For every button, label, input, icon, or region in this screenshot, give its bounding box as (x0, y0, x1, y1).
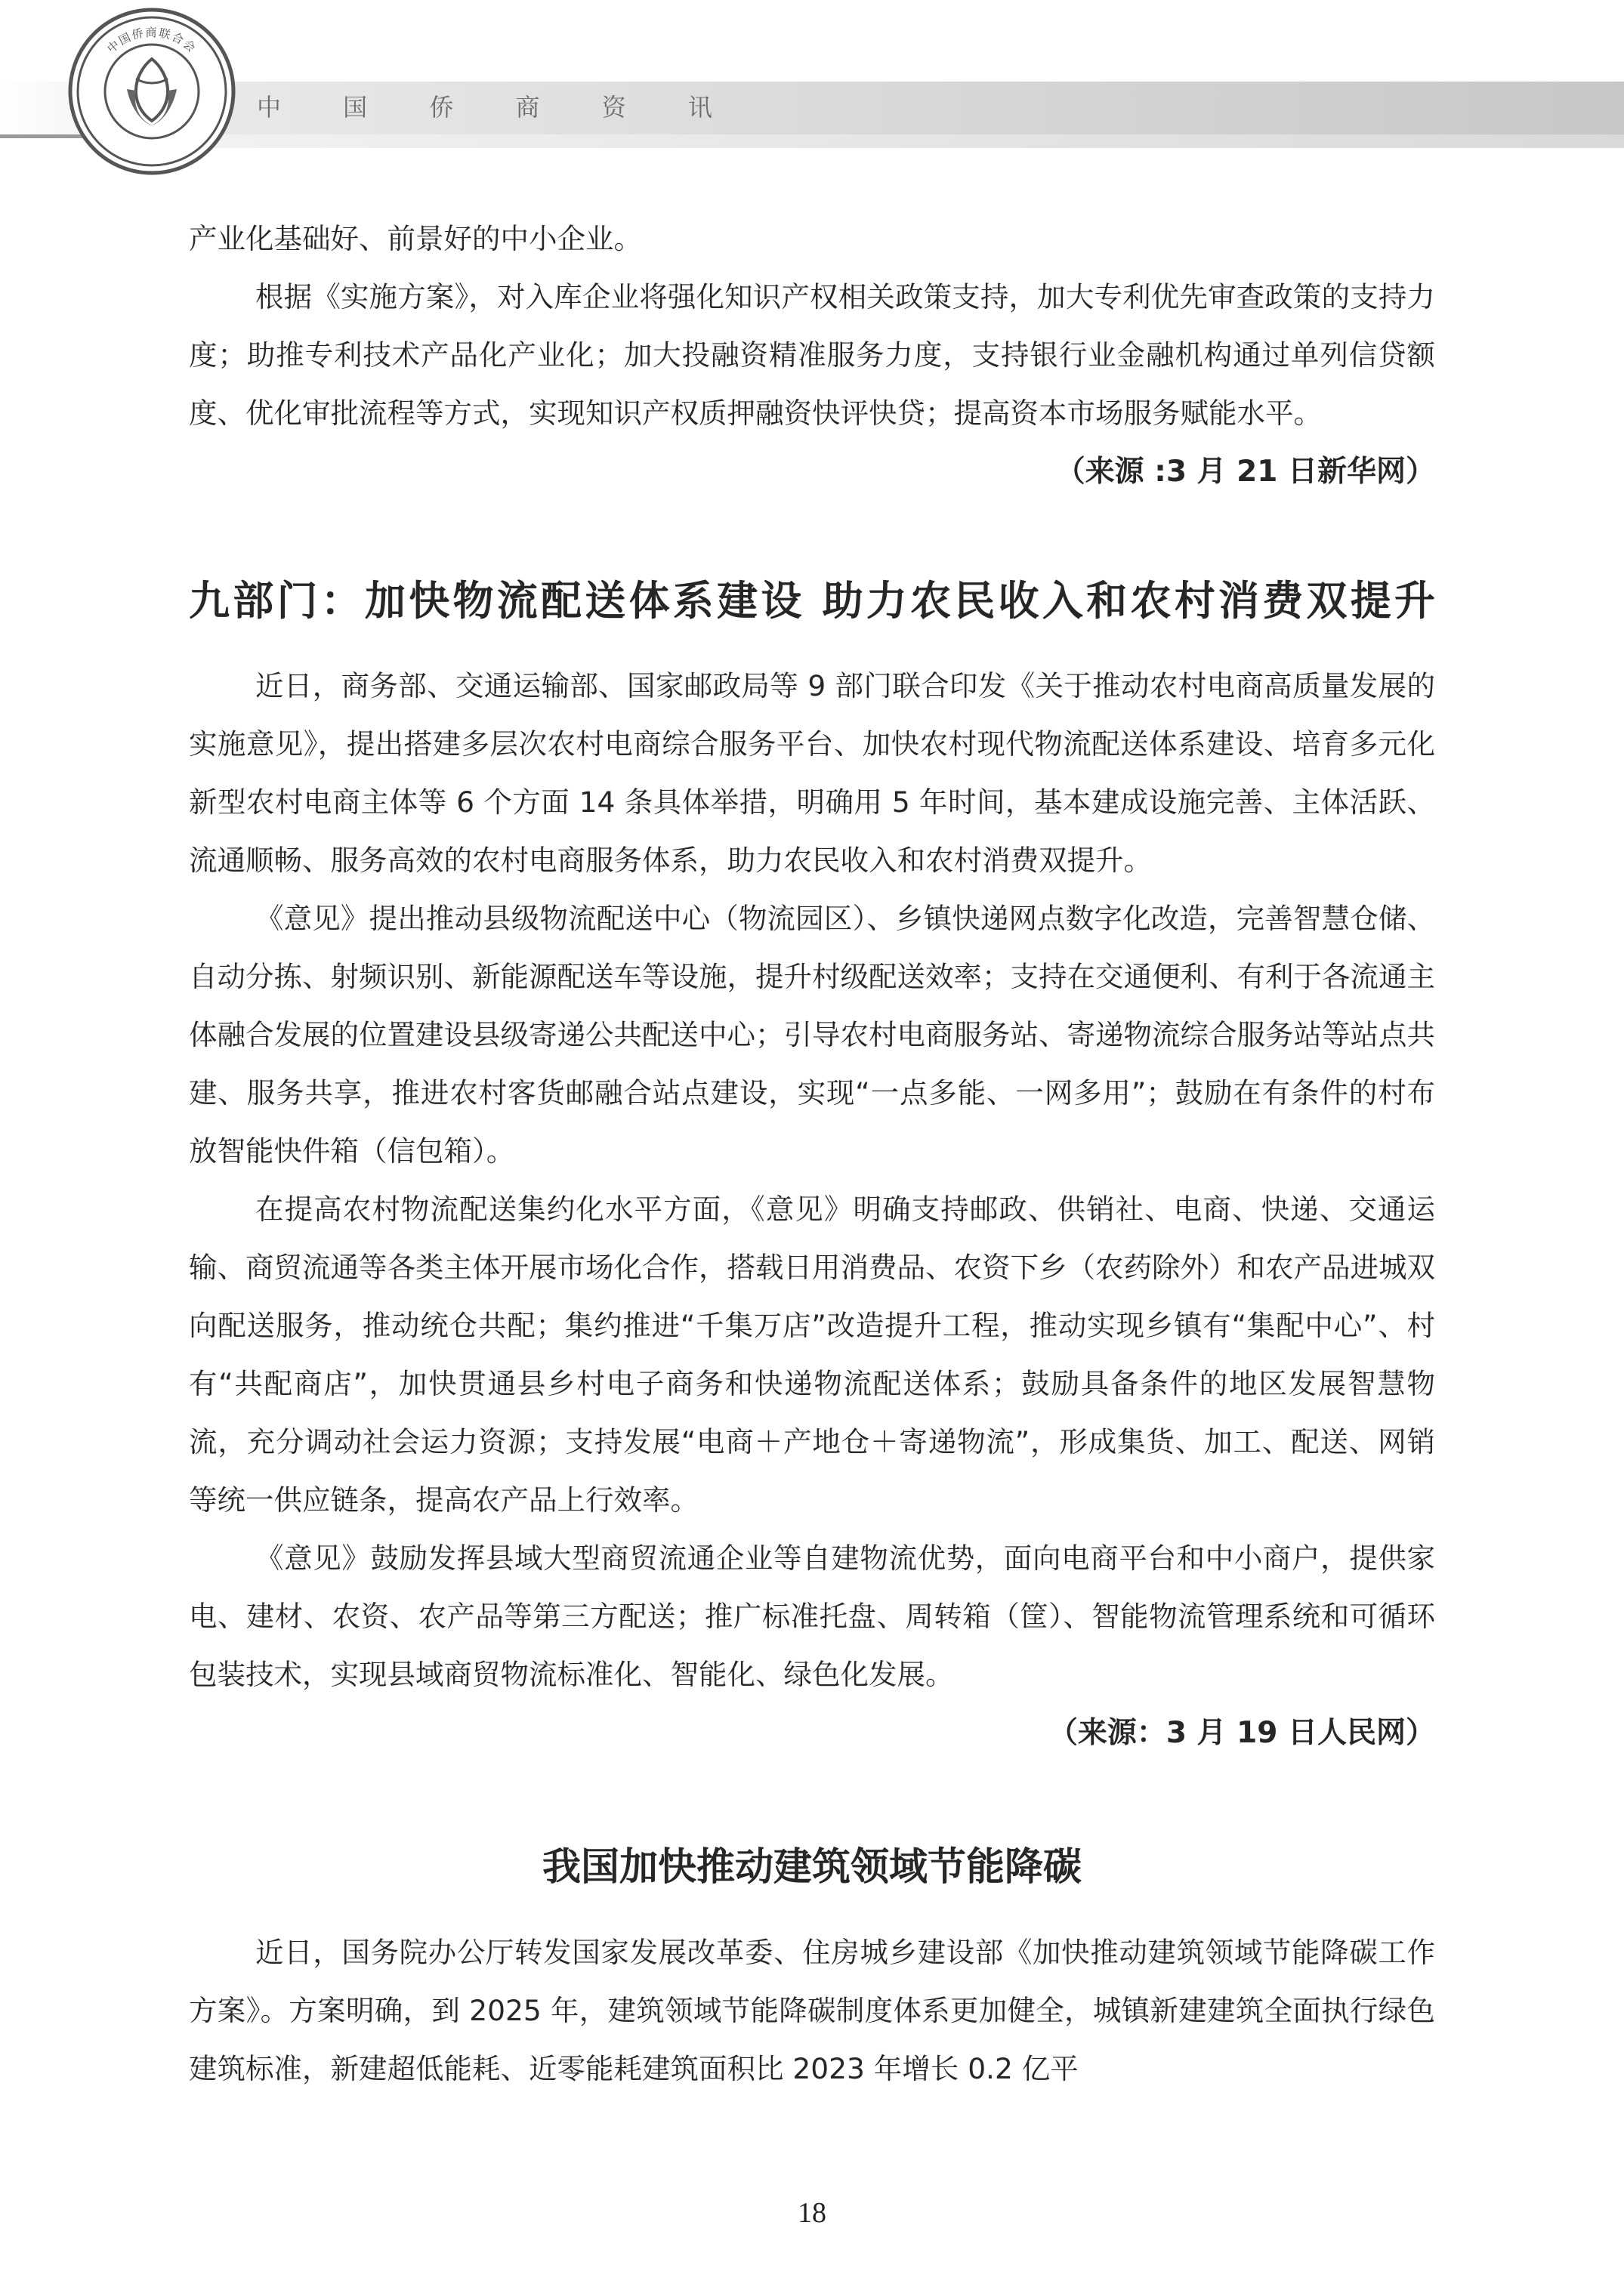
page-content (189, 210, 1435, 2098)
page-number: 18 (798, 2197, 826, 2229)
article2-paragraph-4: 《意见》鼓励发挥县域大型商贸流通企业等自建物流优势，面向电商平台和中小商户，提供家电、建材、农资、农产品等第三方配送；推广标准托盘、周转箱（筐）、智能物流管理系统和可循环包装技术，实现县域商贸物流标准化、智能化、绿色化发展。 (189, 1542, 1435, 1691)
article1-paragraph-1: 产业化基础好、前景好的中小企业。 (189, 222, 642, 255)
article2-paragraph-2: 《意见》提出推动县级物流配送中心（物流园区）、乡镇快递网点数字化改造，完善智慧仓储、自动分拣、射频识别、新能源配送车等设施，提升村级配送效率；支持在交通便利、有利于各流通主体融合发展的位置建设县级寄递公共配送中心；引导农村电商服务站、寄递物流综合服务站等站点共建、服务共享，推进农村客货邮融合站点建设，实现“一点多能、一网多用”；鼓励在有条件的村布放智能快件箱（信包箱）。 (189, 902, 1435, 1168)
article3-paragraph-1: 近日，国务院办公厅转发国家发展改革委、住房城乡建设部《加快推动建筑领域节能降碳工作方案》。方案明确，到 2025 年，建筑领域节能降碳制度体系更加健全，城镇新建建筑全面执行绿色建筑标准，新建超低能耗、近零能耗建筑面积比 2023 年增长 0.2 亿平 (189, 1936, 1435, 2085)
header-title: 中 国 侨 商 资 讯 (257, 93, 739, 122)
article2-paragraph-1: 近日，商务部、交通运输部、国家邮政局等 9 部门联合印发《关于推动农村电商高质量发展的实施意见》，提出搭建多层次农村电商综合服务平台、加快农村现代物流配送体系建设、培育多元化新型农村电商主体等 6 个方面 14 条具体举措，明确用 5 年时间，基本建成设施完善、主体活跃、流通顺畅、服务高效的农村电商服务体系，助力农民收入和农村消费双提升。 (189, 669, 1435, 877)
article2-title: 九部门：加快物流配送体系建设 助力农民收入和农村消费双提升 (189, 577, 1435, 625)
article3-title: 我国加快推动建筑领域节能降碳 (542, 1845, 1082, 1890)
article1-source: （来源 :3 月 21 日新华网） (1055, 455, 1435, 489)
article2-paragraph-3: 在提高农村物流配送集约化水平方面，《意见》明确支持邮政、供销社、电商、快递、交通运输、商贸流通等各类主体开展市场化合作，搭载日用消费品、农资下乡（农药除外）和农产品进城双向配送服务，推动统仓共配；集约推进“千集万店”改造提升工程，推动实现乡镇有“集配中心”、村有“共配商店”，加快贯通县乡村电子商务和快递物流配送体系；鼓励具备条件的地区发展智慧物流，充分调动社会运力资源；支持发展“电商＋产地仓＋寄递物流”，形成集货、加工、配送、网销等统一供应链条，提高农产品上行效率。 (189, 1193, 1435, 1517)
organization-logo (66, 6, 237, 177)
header-accent (174, 134, 1624, 148)
article1-paragraph-2: 根据《实施方案》，对入库企业将强化知识产权相关政策支持，加大专利优先审查政策的支持力度；助推专利技术产品化产业化；加大投融资精准服务力度，支持银行业金融机构通过单列信贷额度、优化审批流程等方式，实现知识产权质押融资快评快贷；提高资本市场服务赋能水平。 (189, 280, 1435, 430)
header-band (0, 82, 1624, 138)
logo-text: 中国侨商联合会 (104, 26, 199, 56)
article2-source: （来源：3 月 19 日人民网） (1048, 1716, 1435, 1750)
